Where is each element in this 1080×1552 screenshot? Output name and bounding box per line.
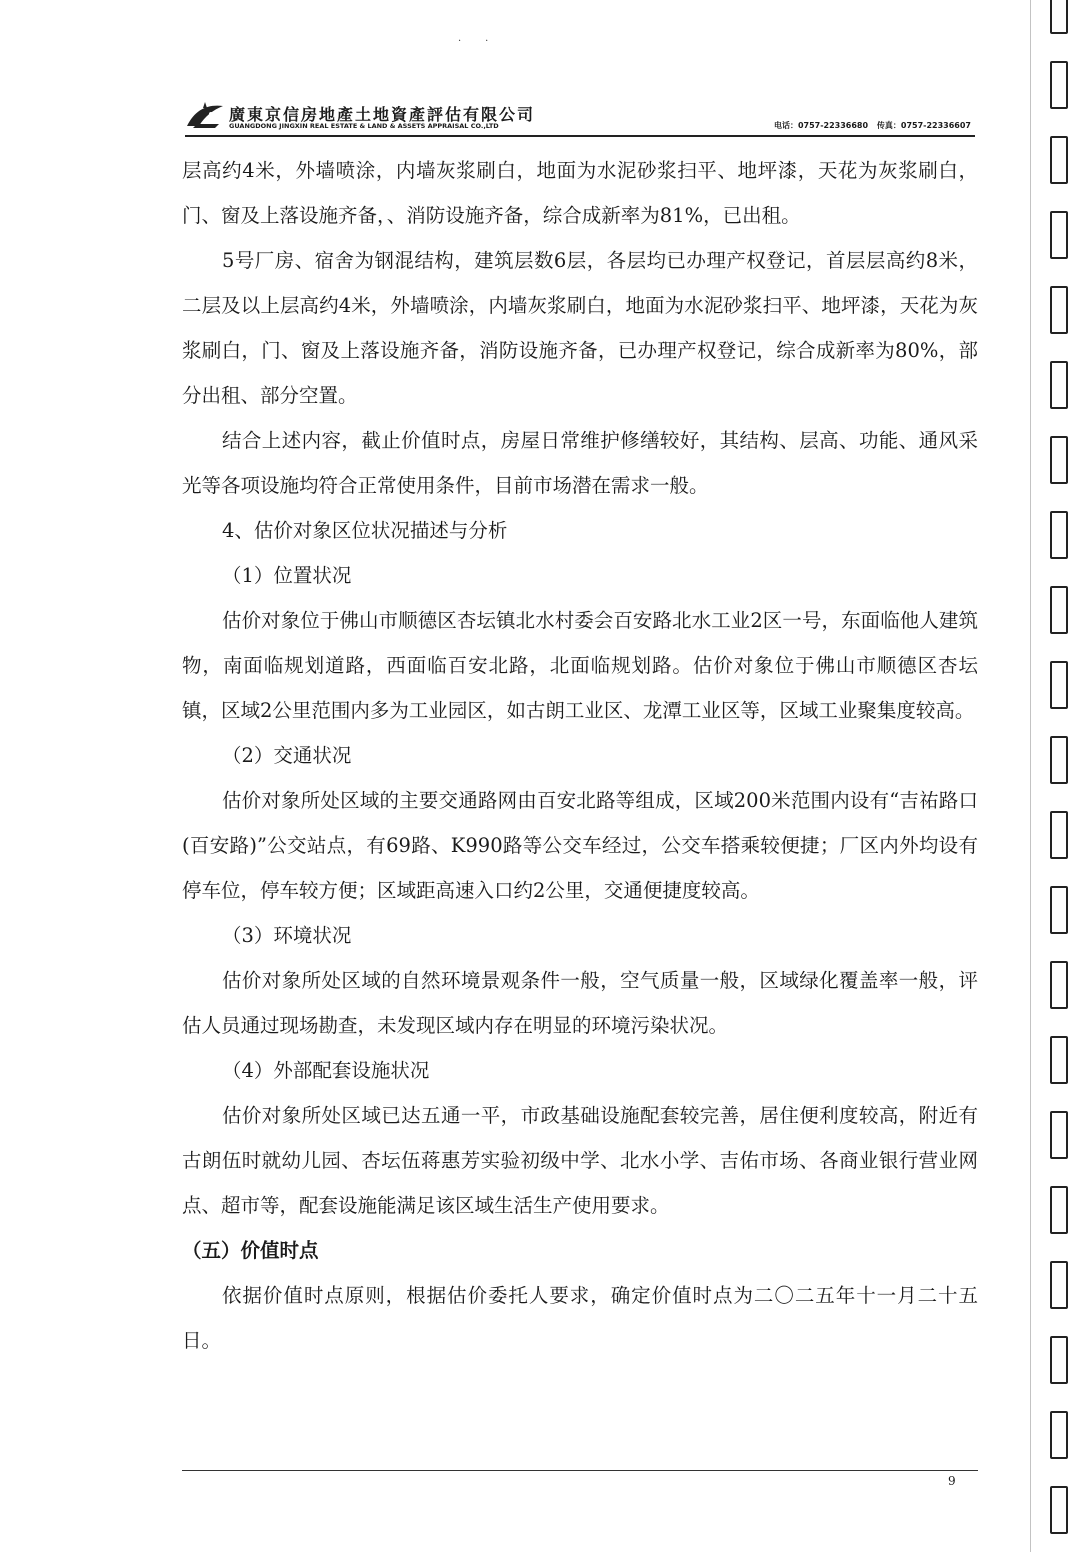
binding-marks (1050, 0, 1080, 1552)
company-name-en: GUANGDONG JINGXIN REAL ESTATE & LAND & ASSETS APPRAISAL CO.,LTD (229, 122, 499, 130)
letterhead (185, 100, 975, 134)
binding-mark (1050, 961, 1068, 1009)
paragraph-environment: 估价对象所处区域的自然环境景观条件一般，空气质量一般，区域绿化覆盖率一般，评估人员通过现场勘查，未发现区域内存在明显的环境污染状况。 (182, 969, 978, 1037)
binding-mark (1050, 361, 1068, 409)
subheading-traffic: （2）交通状况 (222, 744, 352, 767)
paragraph-value-date: 依据价值时点原则，根据估价委托人要求，确定价值时点为二〇二五年十一月二十五日。 (182, 1284, 978, 1352)
binding-mark (1050, 0, 1068, 34)
subheading-facilities: （4）外部配套设施状况 (222, 1059, 430, 1082)
binding-mark (1050, 1261, 1068, 1309)
paragraph-facilities: 估价对象所处区域已达五通一平，市政基础设施配套较完善，居住便利度较高，附近有古朗伍时就幼儿园、杏坛伍蒋惠芳实验初级中学、北水小学、吉佑市场、各商业银行营业网点、超市等，配套设施能满足该区域生活生产使用要求。 (182, 1104, 978, 1217)
paragraph-summary: 结合上述内容，截止价值时点，房屋日常维护修缮较好，其结构、层高、功能、通风采光等各项设施均符合正常使用条件，目前市场潜在需求一般。 (182, 429, 978, 497)
binding-mark (1050, 736, 1068, 784)
footer-divider (182, 1470, 978, 1471)
binding-mark (1050, 1411, 1068, 1459)
fax-number: 传真：0757-22336607 (876, 121, 971, 130)
paragraph-building-5: 5号厂房、宿舍为钢混结构，建筑层数6层，各层均已办理产权登记，首层层高约8米，二层及以上层高约4米，外墙喷涂，内墙灰浆刷白，地面为水泥砂浆扫平、地坪漆，天花为灰浆刷白，门、窗及上落设施齐备，消防设施齐备，已办理产权登记，综合成新率为80%，部分出租、部分空置。 (182, 249, 978, 407)
binding-mark (1050, 1486, 1068, 1534)
binding-mark (1050, 211, 1068, 259)
phone-number: 电话：0757-22336680 (773, 121, 869, 130)
paragraph-building-4-continued: 层高约4米，外墙喷涂，内墙灰浆刷白，地面为水泥砂浆扫平、地坪漆，天花为灰浆刷白，门、窗及上落设施齐备，、消防设施齐备，综合成新率为81%，已出租。 (182, 159, 978, 227)
scan-edge-line (1030, 0, 1031, 1552)
binding-mark (1050, 586, 1068, 634)
section-heading-location-analysis: 4、估价对象区位状况描述与分析 (222, 519, 508, 542)
binding-mark (1050, 811, 1068, 859)
binding-mark (1050, 1186, 1068, 1234)
binding-mark (1050, 436, 1068, 484)
binding-mark (1050, 286, 1068, 334)
binding-mark (1050, 511, 1068, 559)
company-logo-icon (185, 100, 225, 132)
scan-dots: ·· (458, 36, 513, 47)
subheading-position: （1）位置状况 (222, 564, 352, 587)
paragraph-traffic: 估价对象所处区域的主要交通路网由百安北路等组成，区域200米范围内设有“吉祐路口(百安路)”公交站点，有69路、K990路等公交车经过，公交车搭乘较便捷；厂区内外均设有停车位，停车较方便；区域距高速入口约2公里，交通便捷度较高。 (182, 789, 978, 902)
binding-mark (1050, 886, 1068, 934)
company-name-cn: 廣東京信房地產土地資產評估有限公司 (229, 105, 536, 124)
header-divider (185, 135, 975, 137)
section-heading-value-date: （五）价值时点 (182, 1239, 319, 1262)
binding-mark (1050, 661, 1068, 709)
contact-info (768, 120, 971, 131)
binding-mark (1050, 1336, 1068, 1384)
binding-mark (1050, 1111, 1068, 1159)
paragraph-position: 估价对象位于佛山市顺德区杏坛镇北水村委会百安路北水工业2区一号，东面临他人建筑物，南面临规划道路，西面临百安北路，北面临规划路。估价对象位于佛山市顺德区杏坛镇，区域2公里范围内多为工业园区，如古朗工业区、龙潭工业区等，区域工业聚集度较高。 (182, 609, 978, 722)
binding-mark (1050, 136, 1068, 184)
binding-mark (1050, 1036, 1068, 1084)
subheading-environment: （3）环境状况 (222, 924, 352, 947)
binding-mark (1050, 61, 1068, 109)
page-number: 9 (948, 1474, 956, 1488)
report-body (182, 148, 978, 1363)
